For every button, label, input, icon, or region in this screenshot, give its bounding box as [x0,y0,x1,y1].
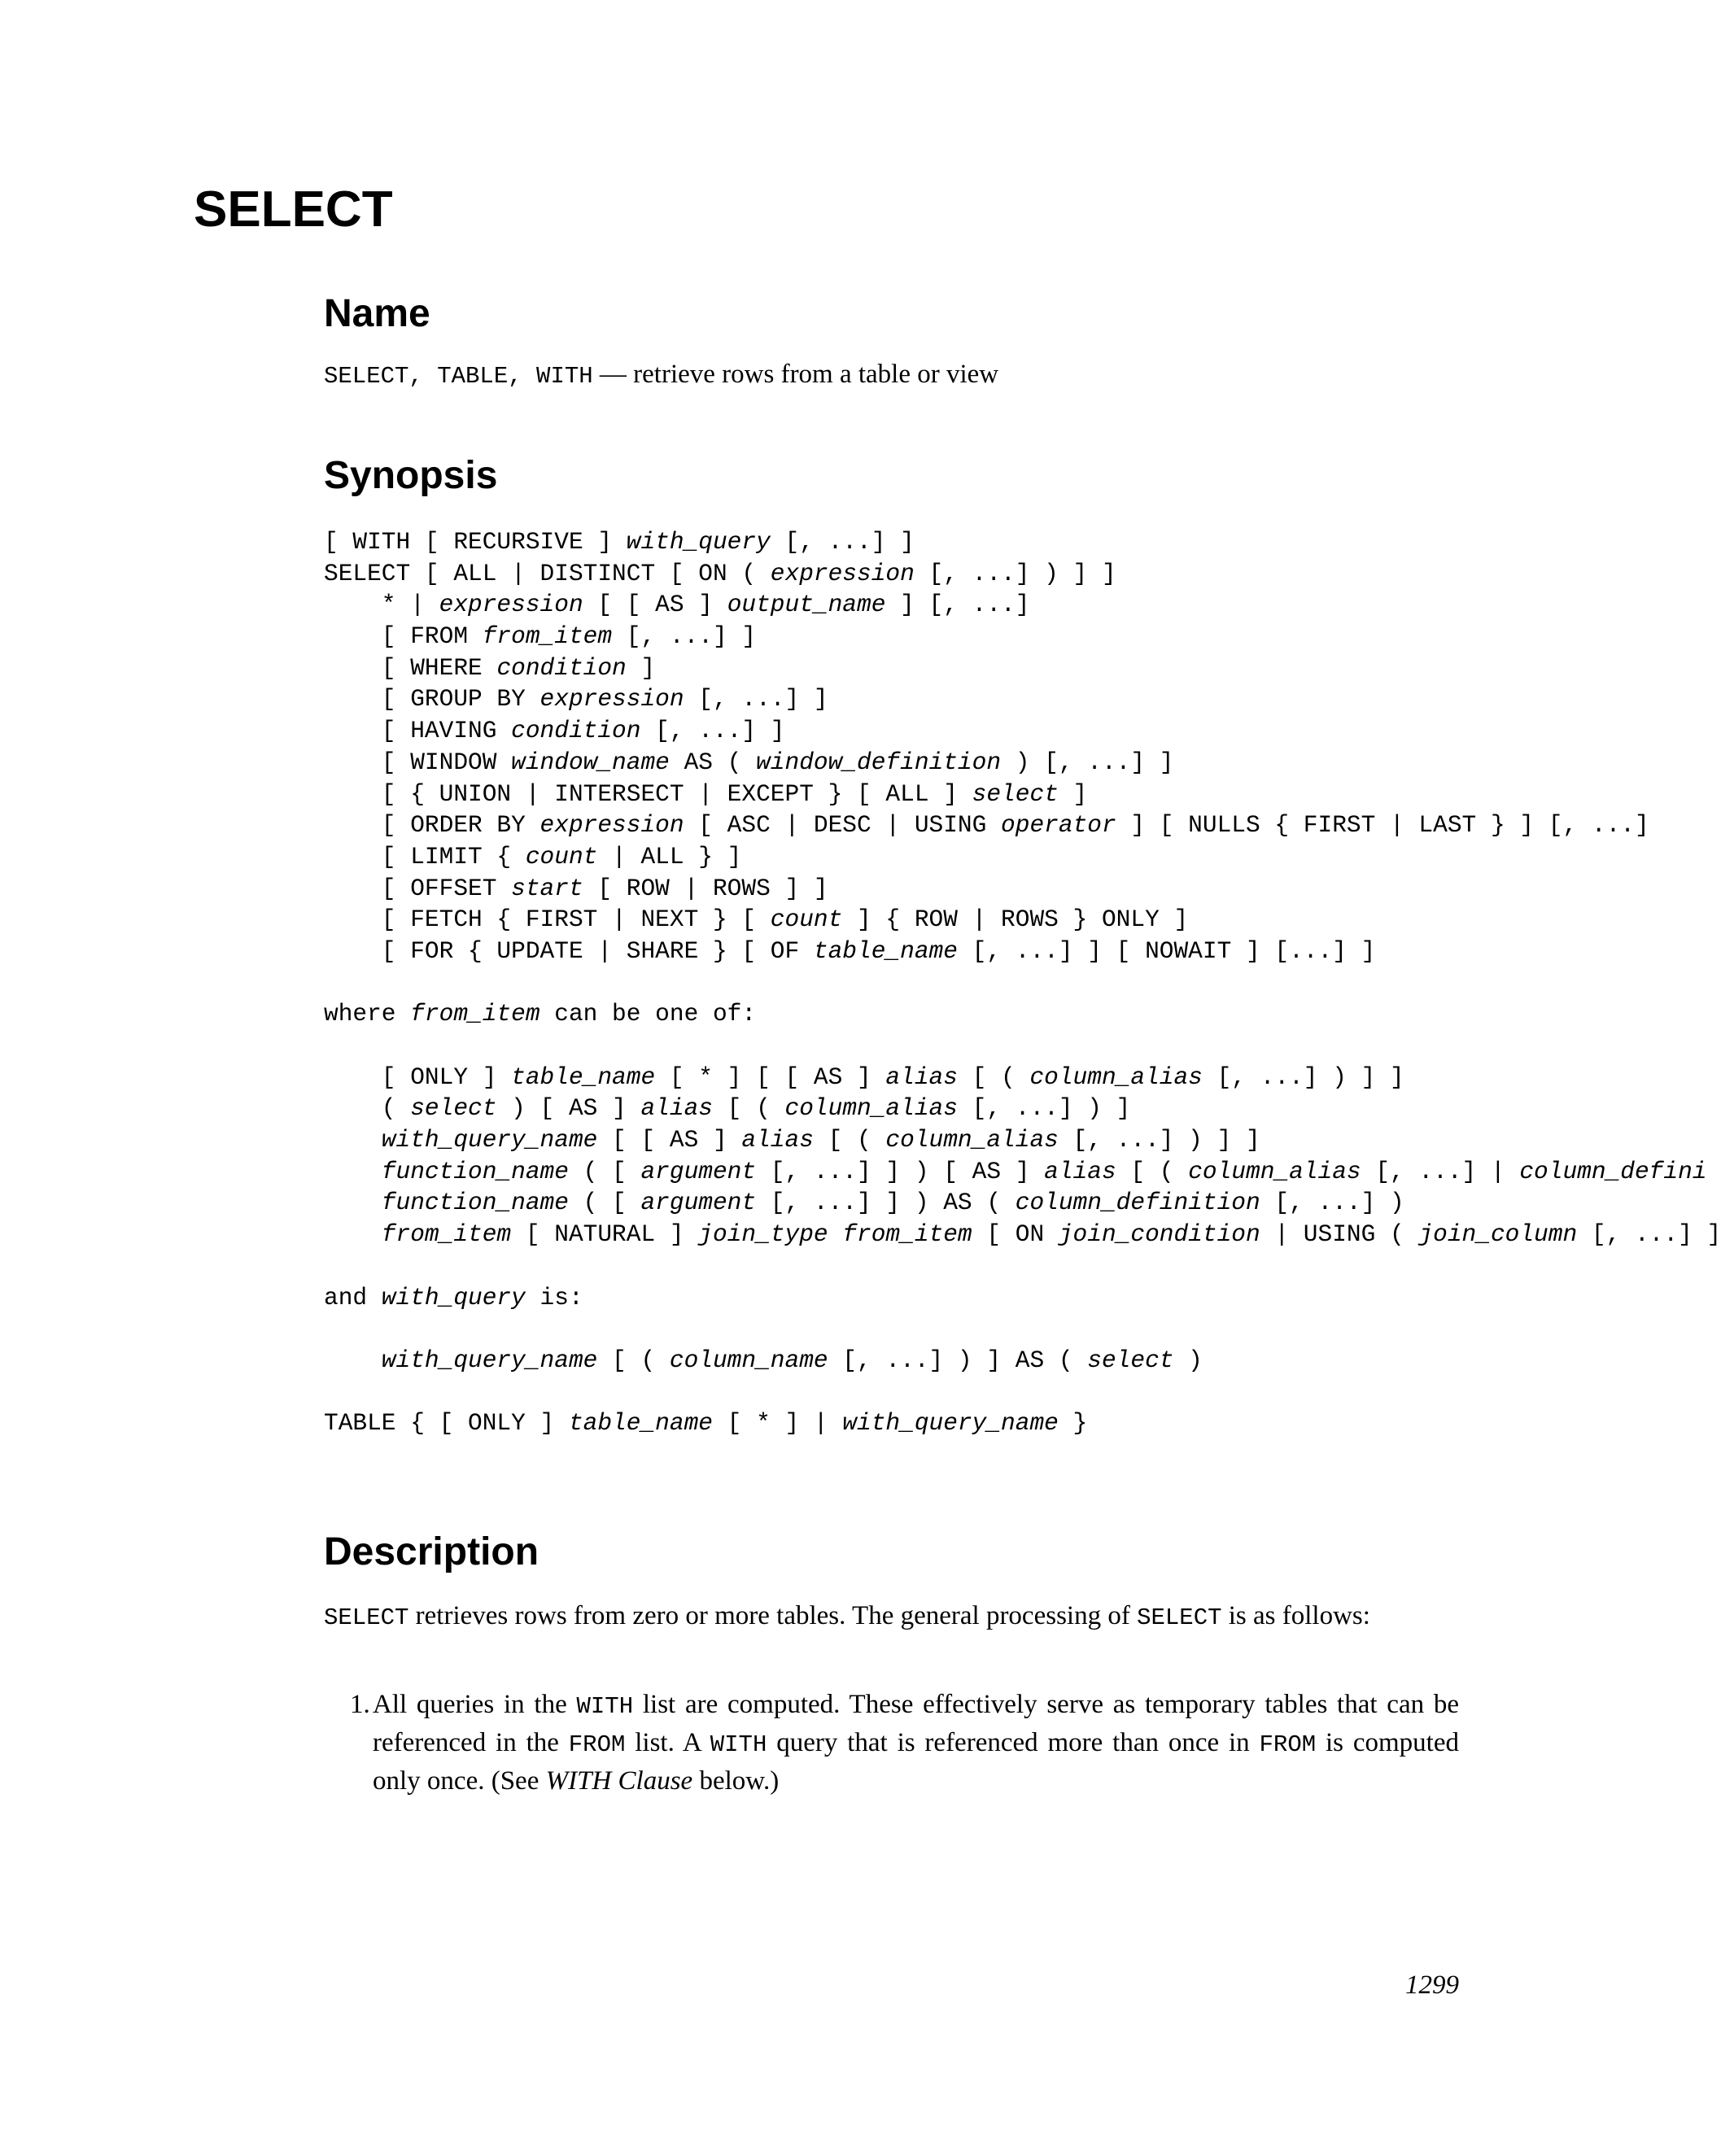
synopsis-placeholder: from_item [482,622,613,651]
synopsis-line [324,558,1658,590]
synopsis-keyword: [, ...] ] [640,717,785,745]
description-section [324,1528,1459,1796]
synopsis-keyword: [ HAVING [324,717,512,745]
synopsis-placeholder: table_name [813,936,958,965]
synopsis-placeholder: table_name [511,1063,656,1091]
synopsis-keyword: [ ASC | DESC | USING [684,811,1002,840]
synopsis-placeholder: expression [539,685,684,714]
synopsis-line [324,779,1658,810]
name-heading: Name [324,292,430,335]
synopsis-placeholder: select [1087,1346,1174,1374]
synopsis-keyword: [ LIMIT { [324,842,526,871]
synopsis-placeholder: with_query_name [381,1346,598,1374]
synopsis-line [324,1187,1658,1219]
synopsis-keyword: | ALL } ] [597,842,742,871]
inline-code: WITH [576,1693,634,1720]
synopsis-keyword: [, ...] ] [1577,1220,1721,1249]
synopsis-keyword: [, ...] ] ) AS ( [756,1189,1016,1217]
name-section [324,290,1459,390]
synopsis-keyword: | USING ( [1260,1220,1419,1249]
step-text-part: list. A [625,1728,710,1757]
synopsis-keyword: ] [626,653,656,682]
synopsis-placeholder: with_query_name [842,1409,1059,1438]
synopsis-placeholder: function_name [381,1189,569,1217]
synopsis-placeholder: from_item [410,1000,540,1028]
synopsis-keyword: ) [1173,1346,1203,1374]
synopsis-keyword [324,1346,382,1374]
synopsis-keyword: [ FOR { UPDATE | SHARE } [ OF [324,936,814,965]
cross-reference-link[interactable]: WITH Clause [545,1766,693,1796]
description-intro [324,1598,1459,1636]
inline-code: WITH [710,1731,767,1758]
inline-code: SELECT [324,1604,409,1631]
synopsis-line [324,683,1658,715]
synopsis-line [324,841,1658,873]
synopsis-line [324,1030,1658,1062]
command-names: SELECT, TABLE, WITH [324,363,593,390]
synopsis-line [324,715,1658,747]
synopsis-keyword: [, ...] ] [612,622,757,651]
synopsis-line [324,873,1658,905]
synopsis-placeholder: with_query [626,528,771,556]
synopsis-keyword [324,1189,382,1216]
synopsis-keyword: [, ...] ] [ NOWAIT ] [...] ] [957,936,1376,965]
synopsis-line [324,810,1658,841]
step-text-part: All queries in the [373,1690,577,1719]
synopsis-placeholder: column_alias [885,1126,1059,1154]
synopsis-placeholder: alias [1044,1157,1116,1185]
synopsis-keyword: [ FETCH { FIRST | NEXT } [ [324,906,771,934]
synopsis-keyword: [, ...] ) ] ] [1202,1063,1404,1091]
synopsis-line [324,904,1658,936]
synopsis-line [324,936,1658,967]
synopsis-line [324,1313,1658,1345]
synopsis-keyword [324,1126,382,1154]
synopsis-placeholder: column_name [669,1346,828,1374]
inline-code: SELECT [1137,1604,1222,1631]
synopsis-placeholder: column_alias [1188,1157,1361,1185]
processing-steps-list [324,1687,1459,1799]
synopsis-placeholder: condition [496,653,627,682]
synopsis-keyword: ] [, ...] [885,591,1030,619]
synopsis-keyword: [, ...] ] ) [ AS ] [756,1157,1045,1185]
synopsis-placeholder: select [410,1094,497,1123]
synopsis-keyword: [, ...] ) ] [957,1094,1131,1123]
synopsis-keyword: [ ( [597,1346,670,1374]
synopsis-placeholder: function_name [381,1157,569,1185]
synopsis-keyword: SELECT [ ALL | DISTINCT [ ON ( [324,559,771,587]
synopsis-line [324,1250,1658,1282]
synopsis-line [324,1093,1658,1124]
synopsis-placeholder: count [525,842,598,871]
step-text-part: below.) [692,1766,780,1796]
page-number: 1299 [1405,1971,1459,2000]
synopsis-placeholder: window_definition [756,748,1002,776]
synopsis-line [324,1377,1658,1408]
synopsis-keyword: ( [324,1094,411,1123]
synopsis-line [324,652,1658,684]
synopsis-line [324,621,1658,652]
synopsis-placeholder: start [511,874,583,902]
step-text-part: is computed only once. (See [373,1728,1459,1796]
synopsis-placeholder: column_alias [784,1094,958,1123]
synopsis-placeholder: expression [539,811,684,840]
synopsis-placeholder: with_query [381,1283,526,1311]
step-text-part: query that is referenced more than once in [767,1728,1260,1757]
synopsis-keyword: ) [, ...] ] [1001,748,1174,776]
synopsis-keyword: TABLE { [ ONLY ] [324,1409,569,1438]
synopsis-keyword: [ WHERE [324,653,497,682]
synopsis-keyword: [ WITH [ RECURSIVE ] [324,528,627,556]
synopsis-keyword: [, ...] ] [770,528,915,556]
synopsis-keyword [828,1220,843,1248]
synopsis-placeholder: with_query_name [381,1126,598,1154]
synopsis-keyword: [ ORDER BY [324,811,540,840]
synopsis-keyword: [, ...] ) ] ] [1058,1126,1260,1154]
synopsis-line [324,589,1658,621]
synopsis-placeholder: count [770,906,843,934]
synopsis-keyword: [, ...] ] [684,685,828,714]
synopsis-keyword: [, ...] ) ] AS ( [828,1346,1088,1374]
synopsis-keyword: [ * ] [ [ AS ] [655,1063,886,1091]
synopsis-placeholder: window_name [511,748,670,776]
synopsis-keyword: [ GROUP BY [324,685,540,714]
synopsis-line [324,747,1658,779]
page-title: SELECT [194,181,393,238]
synopsis-keyword: ] [ NULLS { FIRST | LAST } ] [, ...] [1116,811,1649,840]
synopsis-placeholder: expression [770,559,915,587]
synopsis-keyword [324,1158,382,1185]
synopsis-placeholder: column_definition [1015,1189,1260,1217]
synopsis-keyword: [ NATURAL ] [511,1220,699,1249]
synopsis-placeholder: alias [741,1126,814,1154]
synopsis-line [324,1282,1658,1314]
synopsis-line [324,967,1658,999]
synopsis-keyword: [ OFFSET [324,874,512,902]
synopsis-keyword: AS ( [669,748,757,776]
synopsis-placeholder: join_column [1418,1220,1578,1249]
synopsis-line [324,1062,1658,1093]
synopsis-placeholder: alias [640,1094,713,1123]
synopsis-line [324,1219,1721,1250]
synopsis-keyword: ( [ [568,1189,641,1217]
command-purpose: — retrieve rows from a table or view [599,360,999,389]
synopsis-keyword: [ ONLY ] [324,1063,512,1091]
synopsis-keyword: [ * ] | [712,1409,843,1438]
synopsis-keyword: can be one of: [539,1000,757,1028]
step-text [373,1690,1459,1796]
synopsis-placeholder: select [972,779,1059,808]
inline-code: FROM [1259,1731,1317,1758]
synopsis-placeholder: join_type [698,1220,828,1249]
synopsis-placeholder: join_condition [1058,1220,1260,1249]
synopsis-keyword: [ ( [712,1094,785,1123]
synopsis-keyword: [, ...] ) ] ] [914,559,1116,587]
synopsis-keyword: and [324,1283,382,1311]
synopsis-keyword: [ { UNION | INTERSECT | EXCEPT } [ ALL ] [324,779,972,808]
synopsis-keyword: [ WINDOW [324,748,512,776]
synopsis-line [324,1124,1658,1156]
synopsis-line [324,998,1658,1030]
synopsis-keyword: [ [ AS ] [583,591,727,619]
synopsis-keyword: } [1058,1409,1088,1438]
synopsis-keyword: [ ROW | ROWS ] ] [583,874,828,902]
step-number: 1. [350,1690,370,1719]
synopsis-keyword: where [324,1000,411,1028]
synopsis-placeholder: alias [885,1063,958,1091]
synopsis-placeholder: table_name [568,1409,713,1438]
description-heading: Description [324,1530,539,1573]
synopsis-keyword: [, ...] ) [1260,1189,1404,1217]
synopsis-placeholder: from_item [381,1220,512,1249]
name-line [324,356,998,395]
synopsis-keyword: [, ...] | [1361,1157,1520,1185]
synopsis-section [324,452,1721,1438]
inline-code: FROM [568,1731,626,1758]
synopsis-placeholder: operator [1001,811,1116,840]
synopsis-keyword: ( [ [568,1157,641,1185]
synopsis-keyword: ] [1058,779,1088,808]
synopsis-keyword: [ ( [813,1126,886,1154]
synopsis-line [324,1156,1707,1188]
synopsis-placeholder: output_name [727,591,886,619]
synopsis-keyword: [ ON [972,1220,1059,1249]
synopsis-heading: Synopsis [324,454,498,497]
list-item [324,1687,1459,1799]
synopsis-placeholder: column_defini [1519,1157,1707,1185]
intro-text: is as follows: [1221,1601,1370,1630]
synopsis-keyword: [ ( [957,1063,1030,1091]
synopsis-keyword [324,1220,382,1248]
synopsis-line [324,1345,1658,1377]
synopsis-placeholder: argument [640,1157,757,1185]
synopsis-placeholder: argument [640,1189,757,1217]
synopsis-keyword: [ [ AS ] [597,1126,742,1154]
synopsis-keyword: is: [525,1283,583,1311]
synopsis-keyword: [ ( [1116,1157,1189,1185]
synopsis-placeholder: from_item [842,1220,972,1249]
synopsis-placeholder: column_alias [1029,1063,1203,1091]
synopsis-placeholder: expression [439,591,583,619]
synopsis-keyword: ) [ AS ] [496,1094,641,1123]
synopsis-placeholder: condition [511,717,641,745]
synopsis-keyword: * | [324,591,439,619]
step-text-part: list are computed. These effectively serve as temporary tables that can be referenced in the [373,1690,1459,1757]
intro-text: retrieves rows from zero or more tables. The general processing of [408,1601,1138,1630]
synopsis-keyword: [ FROM [324,622,483,651]
synopsis-line [324,1408,1658,1439]
synopsis-code-block [324,526,1721,1439]
synopsis-keyword: ] { ROW | ROWS } ONLY ] [842,906,1189,934]
synopsis-line [324,526,1658,558]
